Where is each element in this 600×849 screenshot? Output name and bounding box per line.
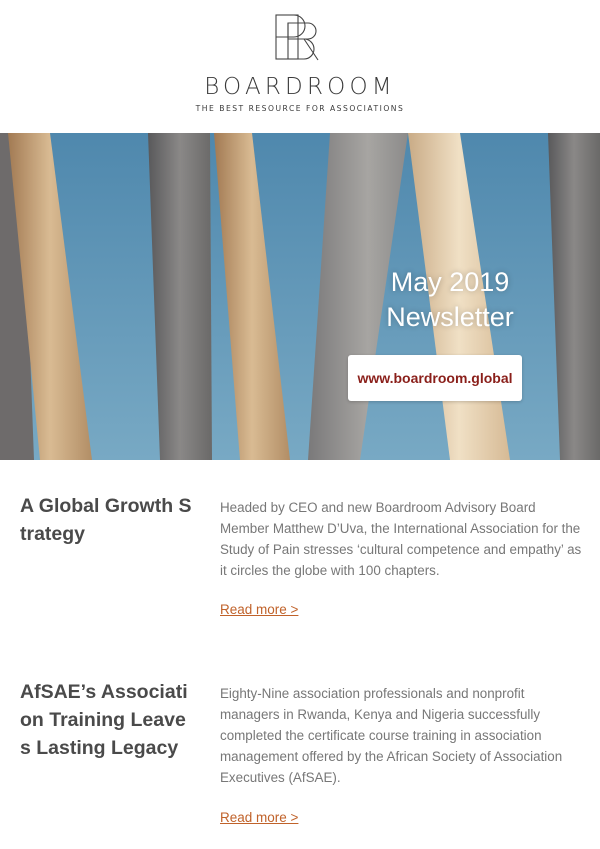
read-more-link[interactable]: Read more > [220,602,299,617]
brand-tagline: THE BEST RESOURCE FOR ASSOCIATIONS [195,104,405,113]
website-button[interactable]: www.boardroom.global [348,355,522,401]
article-body: Eighty-Nine association professionals and nonprofit managers in Rwanda, Kenya and Nigeria successfully completed the certificate course training in association management offered by the African Society of Association Executives (AfSAE). [220,686,563,785]
read-more-link[interactable]: Read more > [220,810,299,825]
hero-banner [0,133,600,460]
article-title: A Global Growth Strategy [20,495,192,545]
brand-name: BOARDROOM [204,74,396,100]
hero-title-line2: Newsletter [386,302,514,332]
boardroom-logo-icon [274,14,326,62]
newsletter-header [0,0,600,133]
article-title: AfSAE’s Association Training Leaves Lasting Legacy [20,681,188,759]
hero-title-line1: May 2019 [390,267,510,297]
article-body: Headed by CEO and new Boardroom Advisory Board Member Matthew D’Uva, the International Association for the Study of Pain stresses ‘cultural competence and empathy’ as it circles the globe with 100 chapters. [220,500,582,578]
